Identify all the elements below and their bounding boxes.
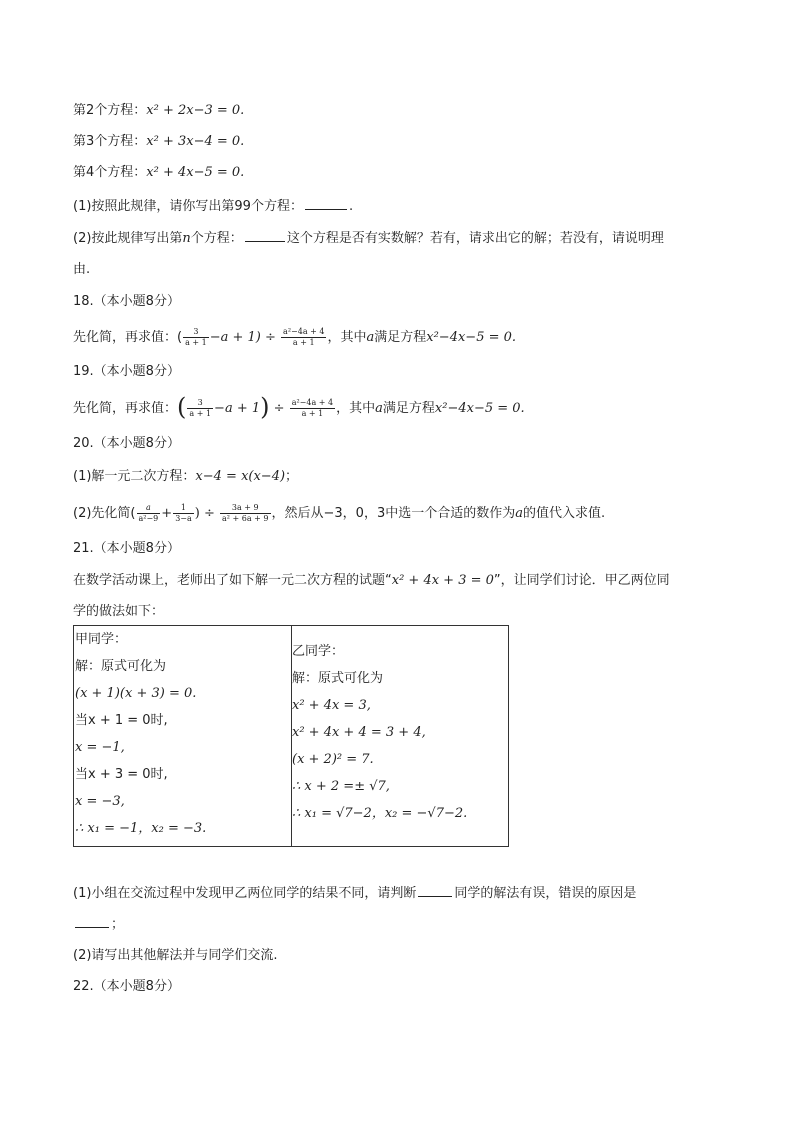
text: 学的做法如下： bbox=[73, 604, 165, 619]
question-17-1 bbox=[73, 197, 353, 216]
question-17-2-prefix: (2)按此规律写出第 bbox=[73, 231, 183, 246]
problem-18-title: 18.（本小题8分） bbox=[73, 294, 180, 309]
text: ，然后从−3，0，3中选一个合适的数作为 bbox=[271, 506, 516, 521]
text: (1)小组在交流过程中发现甲乙两位同学的结果不同，请判断 bbox=[73, 886, 417, 901]
equation-3-label: 第3个方程： bbox=[73, 134, 147, 149]
table-line: 当x + 1 = 0时, bbox=[75, 713, 168, 728]
answer-blank bbox=[75, 915, 109, 928]
variable: a bbox=[515, 506, 523, 521]
text: (1)解一元二次方程： bbox=[73, 469, 196, 484]
problem-21-2 bbox=[73, 947, 278, 965]
fraction-numerator: 3 bbox=[187, 398, 213, 409]
equation: x²−4x−5 = 0. bbox=[434, 401, 525, 416]
divide-sign: ÷ bbox=[273, 401, 285, 416]
text: ，其中 bbox=[336, 401, 376, 416]
plus-sign: + bbox=[161, 506, 173, 521]
problem-19-heading bbox=[73, 363, 180, 381]
fraction bbox=[137, 503, 161, 524]
text: 满足方程 bbox=[374, 330, 427, 345]
fraction bbox=[187, 398, 213, 419]
student-jia-column bbox=[75, 626, 206, 842]
fraction-denominator: a²−9 bbox=[138, 514, 159, 523]
table-line: x = −1, bbox=[75, 740, 125, 755]
problem-19-title: 19.（本小题8分） bbox=[73, 364, 180, 379]
question-17-2-end: 由. bbox=[73, 262, 91, 277]
fraction bbox=[281, 327, 326, 348]
table-line: 解：原式可化为 bbox=[75, 659, 167, 674]
problem-18-heading bbox=[73, 293, 180, 311]
student-yi-column bbox=[292, 638, 467, 827]
variable: a bbox=[366, 330, 375, 345]
table-line: (x + 2)² = 7. bbox=[292, 752, 374, 767]
question-17-2 bbox=[73, 229, 664, 248]
problem-18-body bbox=[73, 327, 516, 348]
question-17-1-text: (1)按照此规律，请你写出第99个方程： bbox=[73, 199, 303, 214]
table-line: ∴ x₁ = −1，x₂ = −3. bbox=[75, 821, 207, 836]
expression: −a + 1 bbox=[214, 401, 261, 416]
table-line: ∴ x + 2 =± √7, bbox=[292, 779, 390, 794]
text: 满足方程 bbox=[382, 401, 435, 416]
fraction-denominator: a² + 6a + 9 bbox=[222, 514, 269, 523]
fraction-denominator: a + 1 bbox=[292, 338, 315, 347]
expression: ) ÷ bbox=[194, 506, 215, 521]
fraction-numerator: a²−4a + 4 bbox=[291, 398, 334, 407]
fraction-denominator: a + 1 bbox=[301, 409, 324, 418]
equation: x²−4x−5 = 0. bbox=[426, 330, 517, 345]
text: ； bbox=[285, 469, 299, 484]
problem-19-lead: 先化简，再求值： bbox=[73, 401, 178, 416]
fraction bbox=[173, 503, 194, 524]
equation: x−4 = x(x−4) bbox=[195, 469, 286, 484]
text: (2)先化简( bbox=[73, 506, 136, 521]
question-17-2-text: 这个方程是否有实数解？若有，请求出它的解；若没有，请说明理 bbox=[286, 231, 664, 246]
text: (2)请写出其他解法并与同学们交流. bbox=[73, 948, 278, 963]
fraction-numerator: 3 bbox=[183, 327, 209, 338]
fraction-numerator: a²−4a + 4 bbox=[283, 327, 325, 336]
text: 的值代入求值. bbox=[523, 506, 606, 521]
equation-2-line bbox=[73, 102, 244, 120]
text: ”，让同学们讨论．甲乙两位同 bbox=[493, 573, 670, 588]
equation: x² + 4x + 3 = 0 bbox=[391, 573, 494, 588]
table-line: 甲同学： bbox=[75, 632, 128, 647]
problem-20-title: 20.（本小题8分） bbox=[73, 436, 180, 451]
question-17-2-variable: n bbox=[182, 231, 191, 246]
fraction-numerator: 3a + 9 bbox=[220, 503, 271, 514]
problem-20-2 bbox=[73, 503, 605, 524]
problem-21-heading bbox=[73, 540, 180, 558]
answer-blank bbox=[245, 229, 285, 242]
problem-21-intro bbox=[73, 572, 670, 590]
open-paren: ( bbox=[177, 392, 187, 421]
equation-4-label: 第4个方程： bbox=[73, 165, 147, 180]
text: 在数学活动课上，老师出了如下解一元二次方程的试题“ bbox=[73, 573, 392, 588]
text: ，其中 bbox=[327, 330, 367, 345]
table-line: x² + 4x + 4 = 3 + 4, bbox=[292, 725, 426, 740]
fraction-denominator: 3−a bbox=[175, 514, 192, 523]
problem-22-title: 22.（本小题8分） bbox=[73, 979, 180, 994]
fraction-denominator: a + 1 bbox=[185, 338, 207, 347]
question-17-1-end: . bbox=[348, 199, 354, 214]
table-line: x = −3, bbox=[75, 794, 125, 809]
fraction bbox=[183, 327, 209, 348]
answer-blank bbox=[305, 197, 347, 210]
table-line: 解：原式可化为 bbox=[292, 671, 384, 686]
problem-20-heading bbox=[73, 435, 180, 453]
answer-blank bbox=[418, 884, 452, 897]
fraction-denominator: a + 1 bbox=[189, 409, 212, 418]
close-paren: ) bbox=[260, 392, 270, 421]
fraction bbox=[220, 503, 271, 524]
equation-4-line bbox=[73, 164, 244, 182]
equation-3-line bbox=[73, 133, 244, 151]
fraction bbox=[290, 398, 335, 419]
problem-21-1-cont bbox=[73, 915, 124, 934]
variable: a bbox=[375, 401, 383, 416]
expression: −a + 1) ÷ bbox=[209, 330, 276, 345]
equation-4-body: x² + 4x−5 = 0. bbox=[146, 165, 245, 180]
table-line: 当x + 3 = 0时, bbox=[75, 767, 168, 782]
question-17-2-cont bbox=[73, 261, 90, 279]
equation-2-label: 第2个方程： bbox=[73, 103, 147, 118]
text: 同学的解法有误，错误的原因是 bbox=[454, 886, 637, 901]
problem-21-1 bbox=[73, 884, 636, 903]
problem-21-intro-cont bbox=[73, 603, 164, 621]
fraction-numerator: 1 bbox=[173, 503, 194, 514]
table-line: ∴ x₁ = √7−2，x₂ = −√7−2. bbox=[292, 806, 468, 821]
table-line: (x + 1)(x + 3) = 0. bbox=[75, 686, 197, 701]
solution-comparison-table bbox=[73, 625, 509, 847]
text: ； bbox=[111, 917, 125, 932]
table-line: 乙同学： bbox=[292, 644, 345, 659]
problem-22-heading bbox=[73, 978, 180, 996]
fraction-numerator: a bbox=[137, 503, 161, 514]
question-17-2-label: 个方程： bbox=[190, 231, 243, 246]
equation-3-body: x² + 3x−4 = 0. bbox=[146, 134, 245, 149]
problem-19-body bbox=[73, 392, 525, 421]
problem-21-title: 21.（本小题8分） bbox=[73, 541, 180, 556]
table-line: x² + 4x = 3, bbox=[292, 698, 371, 713]
problem-20-1 bbox=[73, 468, 298, 486]
equation-2-body: x² + 2x−3 = 0. bbox=[146, 103, 245, 118]
problem-18-lead: 先化简，再求值：( bbox=[73, 330, 183, 345]
